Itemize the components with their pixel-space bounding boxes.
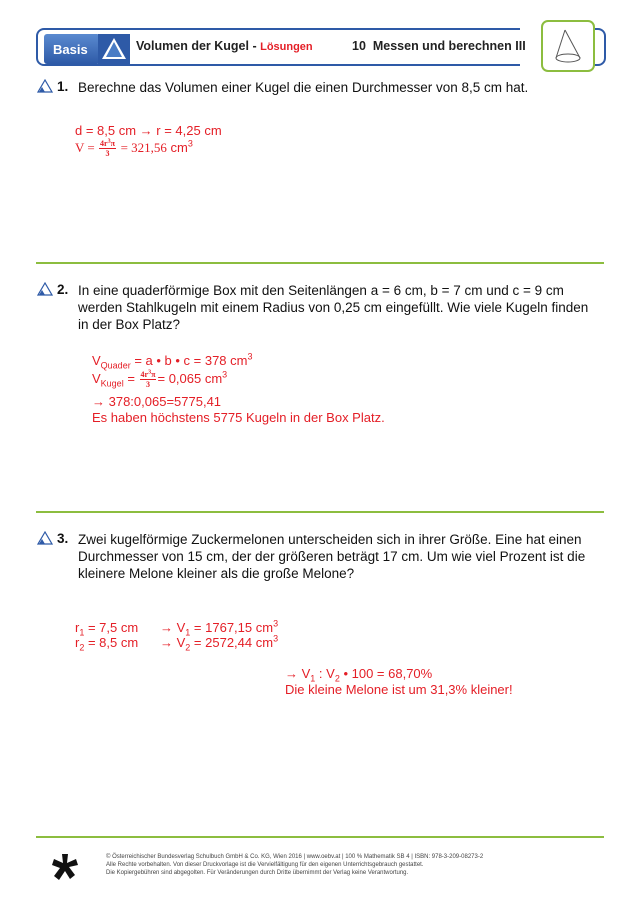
r1-val: = 7,5 cm — [84, 620, 139, 635]
task-2-fraction — [140, 370, 157, 389]
ratio-c: • 100 = 68,70% — [339, 666, 433, 681]
kugel-eq: = — [123, 370, 139, 386]
kugel-sub: Kugel — [100, 378, 124, 389]
kugel-rest: = 0,065 cm — [157, 370, 223, 386]
task-1-frac-num — [99, 139, 116, 149]
logo-pyramid-icon — [98, 34, 130, 64]
task-2-frac-num — [140, 370, 157, 380]
task-1-unit-exp: 3 — [187, 138, 193, 149]
v2-sub: 2 — [185, 642, 191, 653]
task-2-answer-division: → 378:0,065=5775,41 — [92, 394, 222, 409]
ratio-b: : V — [315, 666, 335, 681]
kugel-v: V — [92, 370, 101, 386]
footer-line-1: © Österreichischer Bundesverlag Schulbuch GmbH & Co. KG, Wien 2016 | www.oebv.at | 100 % Mathematik SB 4 | ISBN: 978-3-209-08273-2 — [106, 854, 484, 860]
cone-badge — [541, 20, 595, 72]
quader-sub: Quader — [100, 360, 131, 371]
task-2-text: In eine quaderförmige Box mit den Seitenlängen a = 6 cm, b = 7 cm und c = 9 cm werden Stahlkugeln mit einem Radius von 0,25 cm eingefüllt. Wie viele Kugeln finden in der Box Platz? — [78, 283, 589, 332]
frac-num-pi: π — [110, 139, 115, 148]
r2-val: = 8,5 cm — [84, 635, 139, 650]
v2-exp: 3 — [273, 633, 279, 644]
task-3-level-icon — [37, 531, 53, 545]
task-1-v-result: = 321,56 — [120, 139, 167, 155]
v1-val: = 1767,15 cm — [190, 620, 274, 635]
footer-text — [106, 853, 483, 877]
task-1-level-icon — [37, 79, 53, 93]
task-1-text: Berechne das Volumen einer Kugel die einen Durchmesser von 8,5 cm hat. — [78, 80, 529, 95]
ratio-a: → V — [285, 666, 311, 681]
task-3-answer-v1 — [160, 620, 278, 636]
task-3-answer-v2 — [160, 635, 278, 651]
task-2-frac-den: 3 — [146, 380, 150, 389]
ratio-sub1: 1 — [310, 673, 316, 684]
footer-line-2: Alle Rechte vorbehalten. Von dieser Druckvorlage ist die Vervielfältigung für den eigenen Unterrichtsgebrauch gestattet. — [106, 862, 424, 868]
cone-icon — [543, 22, 593, 70]
chapter-title: 10 Messen und berechnen III — [352, 39, 526, 53]
kugel-exp: 3 — [222, 369, 228, 380]
task-1-fraction — [99, 139, 116, 158]
frac-num-pi: π — [151, 370, 156, 379]
logo — [44, 34, 130, 64]
quader-rest: = a • b • c = 378 cm — [130, 353, 248, 368]
frac-num-text: 4r — [100, 139, 108, 148]
task-1-answer-volume — [75, 139, 193, 158]
task-2-answer-quader — [92, 353, 253, 369]
v1-arrow: → V — [160, 620, 186, 635]
divider-1 — [36, 262, 604, 264]
v2-arrow: → V — [160, 635, 186, 650]
task-3-answer-conclusion: Die kleine Melone ist um 31,3% kleiner! — [285, 682, 513, 697]
divider-3 — [36, 836, 604, 838]
logo-text: Basis — [53, 42, 88, 57]
publisher-logo-icon — [50, 852, 80, 884]
r1-sub: 1 — [79, 627, 85, 638]
task-2-answer-conclusion: Es haben höchstens 5775 Kugeln in der Box Platz. — [92, 410, 385, 425]
frac-num-exp: 3 — [107, 138, 111, 145]
frac-num-text: 4r — [140, 370, 149, 379]
v2-val: = 2572,44 cm — [190, 635, 274, 650]
task-3-answer-r2 — [75, 635, 138, 651]
v1-sub: 1 — [185, 627, 191, 638]
quader-exp: 3 — [247, 351, 253, 362]
task-2-answer-kugel — [92, 370, 227, 389]
r2-sym: r — [75, 635, 80, 650]
frac-num-exp: 3 — [148, 369, 152, 376]
divider-2 — [36, 511, 604, 513]
page-title-text: Volumen der Kugel - — [136, 39, 261, 53]
quader-v: V — [92, 353, 101, 368]
footer-line-3: Die Kopiergebühren sind abgegolten. Für Veränderungen durch Dritte übernimmt der Verlag keine Verantwortung. — [106, 870, 409, 876]
task-1-number: 1. — [57, 79, 69, 94]
task-1-v-prefix: V = — [75, 139, 98, 155]
page-title-suffix: Lösungen — [260, 41, 313, 53]
v1-exp: 3 — [273, 618, 279, 629]
task-3-answer-ratio — [285, 666, 432, 682]
ratio-sub2: 2 — [334, 673, 340, 684]
task-1-answer-line1: d = 8,5 cm → r = 4,25 cm — [75, 123, 222, 138]
task-3-number: 3. — [57, 531, 69, 546]
task-3-text: Zwei kugelförmige Zuckermelonen unterscheiden sich in ihrer Größe. Eine hat einen Durchmesser von 15 cm, der der größeren beträgt 17 cm. Um wie viel Prozent ist die kleinere Melone kleiner als die große Melone? — [78, 532, 586, 581]
task-1-unit: cm — [170, 139, 188, 155]
r2-sub: 2 — [79, 642, 85, 653]
task-2-level-icon — [37, 282, 53, 296]
task-1-frac-den: 3 — [105, 149, 110, 158]
task-2-number: 2. — [57, 282, 69, 297]
r1-sym: r — [75, 620, 80, 635]
page-title — [136, 39, 313, 53]
task-3-answer-r1 — [75, 620, 138, 636]
